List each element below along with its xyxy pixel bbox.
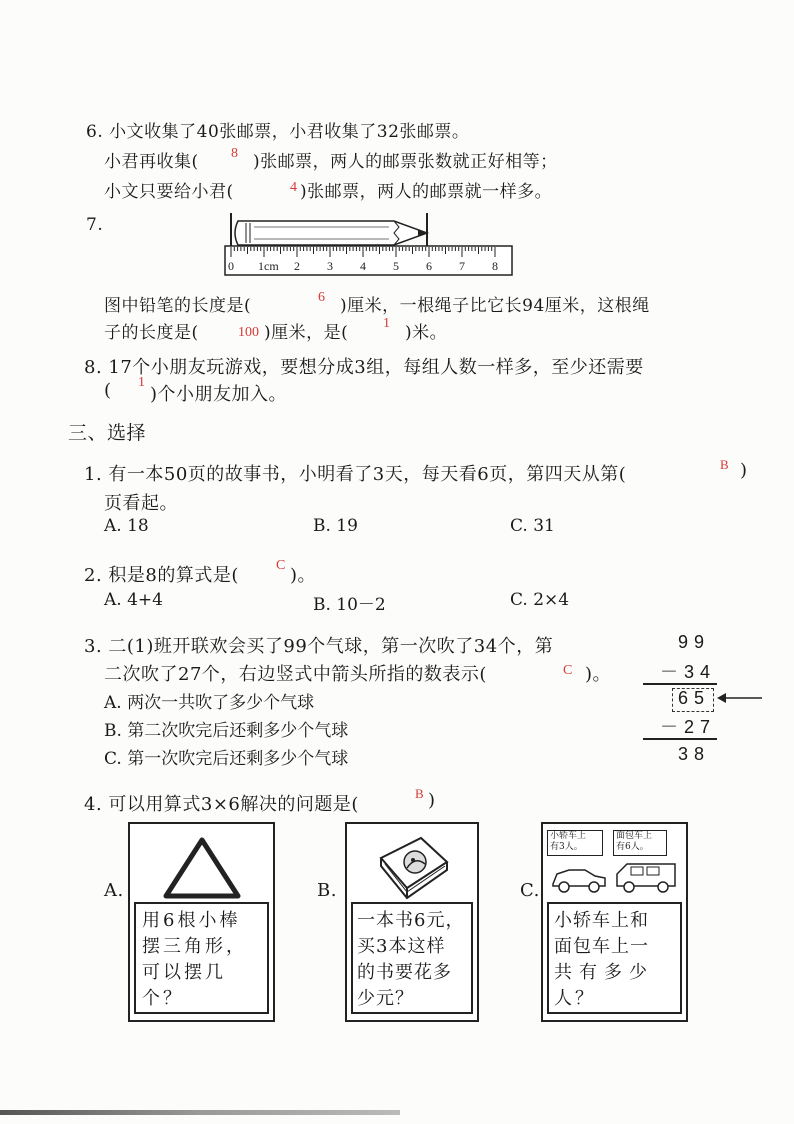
card-b-line-2: 买3本这样 (357, 936, 446, 957)
c3-option-c: C. 第一次吹完后还剩多少个气球 (104, 749, 349, 769)
card-c-line-3: 共有多少 (554, 962, 654, 983)
c4-line1-prefix: 4. 可以用算式3×6解决的问题是( (84, 794, 359, 815)
vertical-38: 38 (678, 744, 711, 764)
page-edge-shadow (0, 1110, 400, 1115)
q7-line2-prefix: 子的长度是( (104, 323, 199, 343)
card-b (345, 822, 479, 1022)
van-icon (617, 864, 675, 892)
ruler-label: 0 (228, 259, 234, 273)
c1-answer: B (720, 457, 729, 472)
car-icon (553, 870, 605, 892)
c1-option-c: C. 31 (510, 516, 555, 536)
q6-answer-2: 4 (290, 180, 297, 195)
card-c-line-4: 人？ (554, 988, 596, 1009)
q6-line2-suffix: )张邮票，两人的邮票张数就正好相等； (253, 152, 558, 172)
ruler-label: 7 (459, 259, 465, 273)
card-a (128, 822, 275, 1022)
ruler-label: 1cm (258, 259, 279, 273)
book-icon (373, 832, 453, 906)
c3-line1: 3. 二(1)班开联欢会买了99个气球，第一次吹了34个，第 (84, 636, 554, 657)
c3-line2-suffix: )。 (585, 664, 612, 685)
c1-line1-prefix: 1. 有一本50页的故事书，小明看了3天，每天看6页，第四天从第( (84, 464, 627, 485)
q7-line1-suffix: )厘米，一根绳子比它长94厘米，这根绳 (340, 296, 650, 316)
ruler-label: 4 (360, 259, 366, 273)
card-c-line-1: 小轿车上和 (554, 910, 649, 931)
c3-line2-prefix: 二次吹了27个，右边竖式中箭头所指的数表示( (104, 664, 487, 685)
q6-line3-suffix: )张邮票，两人的邮票就一样多。 (300, 182, 553, 202)
card-c-letter: C. (520, 880, 540, 901)
c2-option-a: A. 4+4 (104, 590, 163, 610)
c1-option-b: B. 19 (313, 516, 358, 536)
card-a-line-3: 可以摆几 (142, 962, 226, 983)
card-b-letter: B. (317, 880, 337, 901)
q6-line1: 6. 小文收集了40张邮票，小君收集了32张邮票。 (86, 122, 470, 142)
c1-line1-suffix: ) (740, 460, 748, 481)
car-sign-line-1: 小轿车上 (550, 831, 587, 841)
q7-answer-1: 6 (318, 290, 325, 305)
card-a-line-2: 摆三角形， (142, 936, 247, 957)
vertical-minus-27: －27 (660, 717, 717, 737)
vertical-line-2 (643, 738, 717, 740)
card-b-line-4: 少元？ (357, 988, 414, 1009)
car-and-van-icon (547, 860, 681, 894)
c2-line1-prefix: 2. 积是8的算式是( (84, 565, 239, 586)
q7-line2-suffix: )米。 (405, 323, 448, 343)
q8-line2-suffix: )个小朋友加入。 (150, 384, 288, 405)
q7-answer-2: 100 (238, 325, 259, 340)
q8-line2-open: ( (104, 380, 112, 401)
card-a-line-4: 个？ (142, 988, 184, 1009)
ruler-label: 6 (426, 259, 432, 273)
c3-option-b: B. 第二次吹完后还剩多少个气球 (104, 721, 349, 741)
c4-line1-suffix: ) (428, 790, 436, 811)
c3-answer: C (563, 663, 573, 678)
vertical-minus-34: －34 (660, 662, 717, 682)
vertical-99: 99 (678, 632, 711, 652)
van-sign (613, 830, 667, 856)
q8-line1: 8. 17个小朋友玩游戏，要想分成3组，每组人数一样多，至少还需要 (84, 357, 644, 378)
c1-option-a: A. 18 (104, 516, 149, 536)
q8-answer: 1 (138, 375, 145, 390)
c2-answer: C (276, 558, 286, 573)
q7-line1-prefix: 图中铅笔的长度是( (104, 296, 252, 316)
card-a-letter: A. (104, 880, 124, 901)
ruler-label: 3 (327, 259, 333, 273)
q6-line2-prefix: 小君再收集( (104, 152, 199, 172)
c3-option-a: A. 两次一共吹了多少个气球 (104, 693, 315, 713)
c2-option-b: B. 10－2 (313, 595, 386, 615)
vertical-line-1 (643, 683, 717, 685)
card-c (541, 822, 688, 1022)
vertical-65: 65 (678, 688, 711, 708)
q7-line2-middle: )厘米，是( (264, 323, 349, 343)
ruler-label: 2 (294, 259, 300, 273)
ruler-label: 8 (492, 259, 498, 273)
pencil-ruler-figure (224, 213, 516, 279)
c2-line1-suffix: )。 (290, 565, 317, 586)
van-sign-line-1: 面包车上 (616, 831, 653, 841)
c2-option-c: C. 2×4 (510, 590, 570, 610)
q6-answer-1: 8 (231, 146, 238, 161)
c4-answer: B (415, 786, 424, 801)
card-a-line-1: 用6根小棒 (142, 910, 241, 931)
section-title: 三、选择 (68, 422, 147, 444)
card-b-line-1: 一本书6元， (357, 910, 465, 931)
car-sign (547, 830, 603, 856)
card-c-textbox (547, 902, 682, 1014)
van-sign-line-2: 有6人。 (616, 842, 649, 852)
card-b-textbox (351, 902, 473, 1014)
c1-line2: 页看起。 (104, 493, 178, 514)
pencil-icon (231, 213, 427, 247)
q7-number: 7. (86, 215, 104, 235)
q7-answer-3: 1 (383, 316, 390, 331)
triangle-sticks-icon (160, 836, 244, 902)
card-b-line-3: 的书要花多 (357, 962, 452, 983)
card-a-textbox (134, 902, 269, 1014)
car-sign-line-2: 有3人。 (550, 842, 583, 852)
q6-line3-prefix: 小文只要给小君( (104, 182, 234, 202)
arrow-left-icon (716, 690, 764, 706)
card-c-line-2: 面包车上一 (554, 936, 649, 957)
ruler-label: 5 (393, 259, 399, 273)
